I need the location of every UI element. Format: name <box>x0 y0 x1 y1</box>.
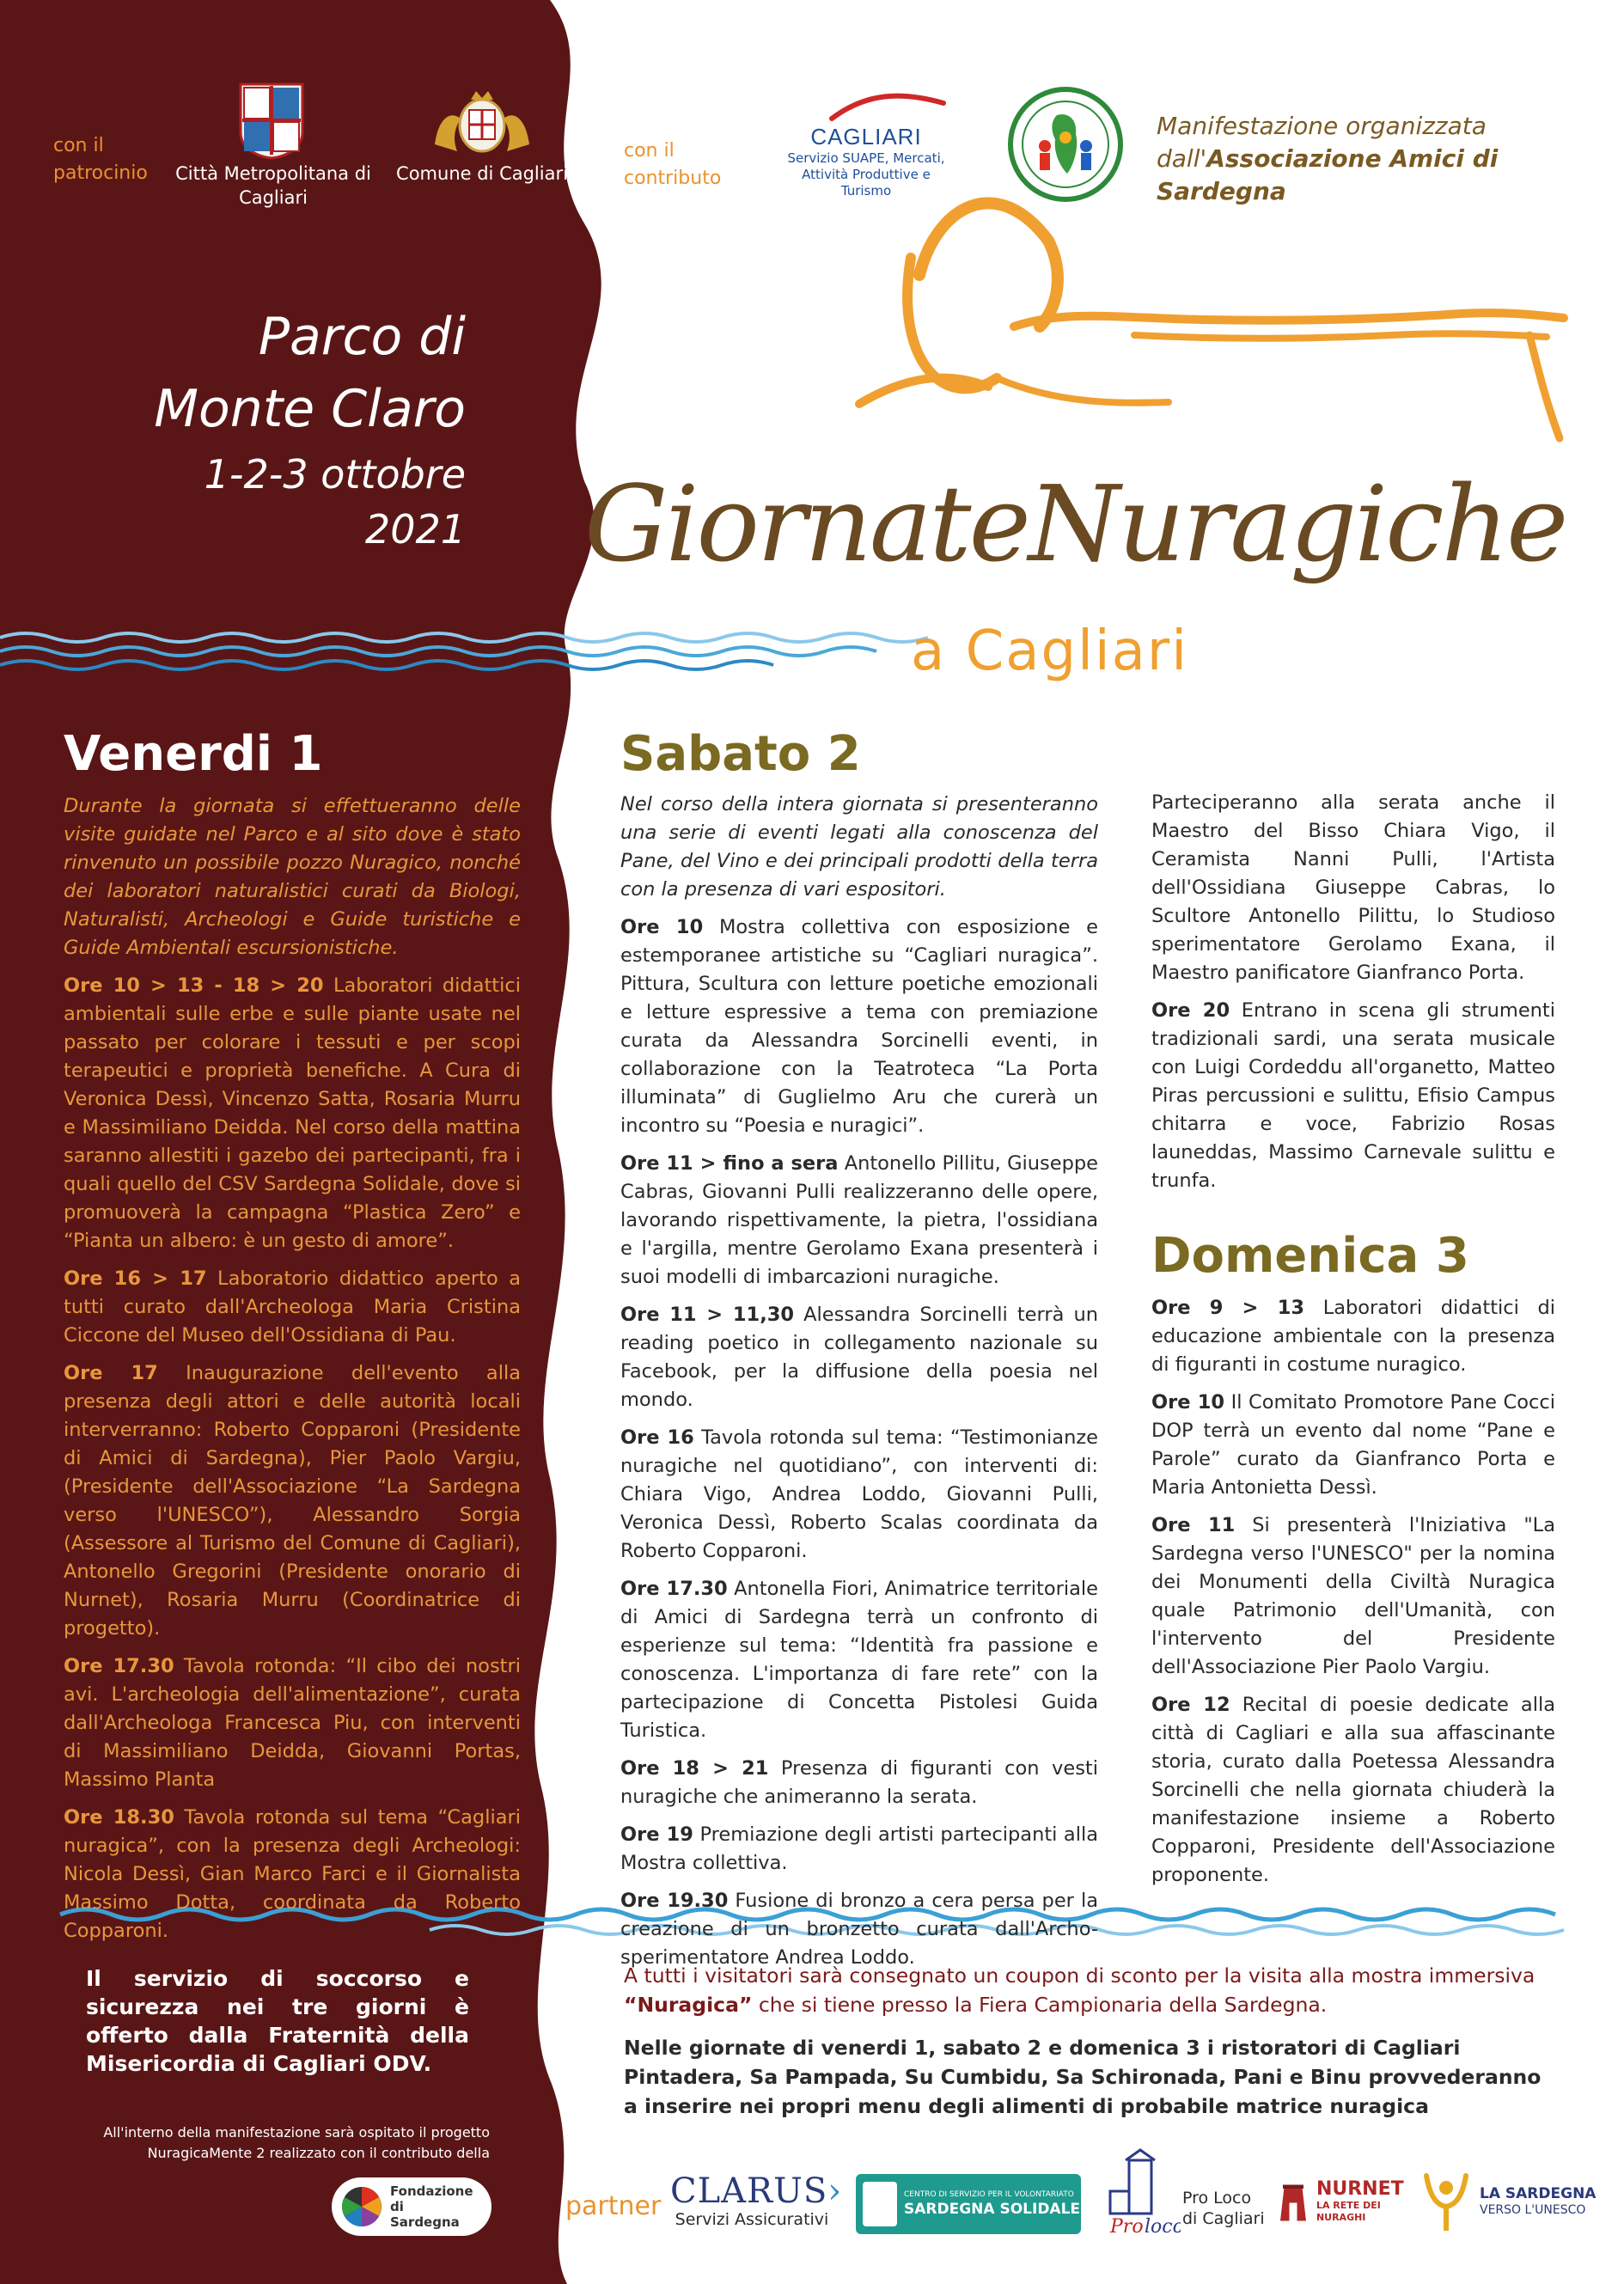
cagliari-swoosh-icon <box>780 93 952 124</box>
event-text: Presenza di figuranti con vesti nuragiche che animeranno la serata. <box>620 1757 1098 1808</box>
saturday-event <box>620 913 1098 1140</box>
clarus-name: CLARUS <box>670 2171 828 2211</box>
organizer-prefix: dall' <box>1157 144 1207 173</box>
event-text: Tavola rotonda: “Il cibo dei nostri avi. L'archeologia dell'alimentazione”, curata dall'Archeologa Francesca Piu, con interventi di Massimiliano Deidda, Giovanni Portas, Massimo Planta <box>64 1655 521 1791</box>
event-time: Ore 16 <box>620 1426 694 1449</box>
restaurants-notice: Nelle giornate di venerdi 1, sabato 2 e domenica 3 i ristoratori di Cagliari Pintadera, Sa Pampada, Su Cumbidu, Sa Schironada, Pani e Binu provvederanno a inserire nei propri menu degli alimenti di probabile matrice nuragica <box>624 2036 1542 2118</box>
csv-island-icon <box>863 2182 897 2226</box>
nurnet-logo <box>1275 2167 1404 2236</box>
saturday-event <box>620 1301 1098 1414</box>
event-text: Premiazione degli artisti partecipanti alla Mostra collettiva. <box>620 1823 1098 1874</box>
saturday-intro: Nel corso della intera giornata si presenteranno una serie di eventi legati alla conoscenza del Pane, del Vino e dei principali prodotti della terra con la presenza di vari espositori. <box>620 793 1098 901</box>
svg-text:loco: loco <box>1145 2216 1181 2238</box>
event-text: Antonella Fiori, Animatrice territoriale di Amici di Sardegna terrà un confronto di esperienze sul tema: “Identità fra passione e conoscenza. L'importanza di fare rete” con la partecipazione di Concetta Pistolesi Guida Turistica. <box>620 1578 1098 1742</box>
coupon-notice <box>624 1961 1560 2019</box>
project-line1: All'interno della manifestazione sarà ospitato il progetto <box>103 2124 490 2140</box>
event-text: Antonello Pillitu, Giuseppe Cabras, Giovanni Pulli realizzeranno delle opere, lavorando rispettivamente, la pietra, l'ossidiana e l'argilla, mentre Gerolamo Exana presenterà i suoi modelli di imbarcazioni nuragiche. <box>620 1152 1098 1288</box>
unesco-line2: VERSO L'UNESCO <box>1480 2203 1586 2217</box>
cagliari-sub: Servizio SUAPE, Mercati, Attività Produttive e Turismo <box>787 150 945 198</box>
event-time: Ore 18.30 <box>64 1806 174 1829</box>
fondazione-wheel-icon <box>340 2185 383 2228</box>
csv-line2: SARDEGNA SOLIDALE <box>904 2201 1081 2218</box>
friday-event <box>64 972 521 1255</box>
event-time: Ore 17.30 <box>620 1578 728 1600</box>
clarus-arrow-icon: › <box>827 2171 843 2211</box>
nurnet-line1: NURNET <box>1316 2178 1404 2200</box>
event-time: Ore 16 > 17 <box>64 1267 207 1290</box>
event-time: Ore 10 > 13 - 18 > 20 <box>64 974 324 997</box>
fondazione-logo <box>332 2177 491 2236</box>
event-time: Ore 20 <box>1151 999 1230 1022</box>
organizer-block <box>1157 110 1603 208</box>
event-time: Ore 17 <box>64 1362 158 1384</box>
event-text: Laboratori didattici di educazione ambientale con la presenza di figuranti in costume nuragico. <box>1151 1297 1555 1376</box>
proloco-emblem-icon <box>1103 2148 1181 2243</box>
clarus-logo <box>670 2171 843 2241</box>
nuraghe-sketch <box>859 203 1564 438</box>
event-dates: 1-2-3 ottobre <box>204 451 466 498</box>
place-line1: Parco di <box>258 307 466 367</box>
event-text: Tavola rotonda sul tema “Cagliari nuragica”, con la presenza degli Archeologi: Nicola Dessì, Gian Marco Farci e il Giornalista Massimo Dotta, coordinata da Roberto Copparoni. <box>64 1806 521 1942</box>
comune-coat-of-arms-icon <box>426 84 538 155</box>
csv-sardegna-solidale-logo <box>856 2174 1081 2234</box>
organizer-line1: Manifestazione organizzata <box>1157 112 1487 140</box>
cagliari-brand: CAGLIARI <box>810 124 922 150</box>
sunday-column <box>1151 1294 1555 1899</box>
comune-caption: Comune di Cagliari <box>396 163 568 184</box>
event-time: Ore 10 <box>1151 1391 1225 1414</box>
saturday-event <box>620 1424 1098 1566</box>
saturday-event <box>620 1821 1098 1878</box>
unesco-line1: LA SARDEGNA <box>1480 2185 1597 2202</box>
nurnet-nuraghe-icon <box>1275 2174 1311 2229</box>
event-text: Si presenterà l'Iniziativa "La Sardegna verso l'UNESCO" per la nomina dei Monumenti della Civiltà Nuragica quale Patrimonio dell'Umanità, con l'intervento del Presidente dell'Associazione Pier Paolo Vargiu. <box>1151 1514 1555 1678</box>
main-title: GiornateNuragiche <box>584 463 1566 585</box>
event-text: Laboratori didattici ambientali sulle erbe e sulle piante usate nel passato per colorare i tessuti e per scopi terapeutici e proprietà benefiche. A Cura di Veronica Dessì, Vincenzo Satta, Rosaria Murru e Massimiliano Deidda. Nel corso della mattina saranno allestiti i gazebo dei partecipanti, fra i quali quello del CSV Sardegna Solidale, dove si promuoverà la campagna “Plastica Zero” e “Pianta un albero: è un gesto di amore”. <box>64 974 521 1252</box>
saturday-continued-text: Parteciperanno alla serata anche il Maestro del Bisso Chiara Vigo, il Ceramista Nanni Pulli, l'Artista dell'Ossidiana Giuseppe Cabras, lo Scultore Antonello Pilittu, lo Studioso sperimentatore Gerolamo Exana, il Maestro panificatore Gianfranco Porta. <box>1151 791 1555 984</box>
proloco-name: Pro Loco di Cagliari <box>1182 2189 1265 2228</box>
saturday-event <box>620 1755 1098 1811</box>
sunday-title: Domenica 3 <box>1151 1228 1469 1284</box>
patronage-label: con il patrocinio <box>53 135 148 184</box>
friday-title: Venerdi 1 <box>64 726 323 782</box>
event-text: Inaugurazione dell'evento alla presenza degli attori e delle autorità locali interverranno: Roberto Copparoni (Presidente di Amici di Sardegna), Pier Paolo Vargiu, (Presidente dell'Associazione “La Sardegna verso l'UNESCO”), Alessandro Sorgia (Assessore al Turismo del Comune di Cagliari), Antonello Gregorini (Presidente onorario di Nurnet), Rosaria Murru (Coordinatrice di progetto). <box>64 1362 521 1640</box>
event-text: Tavola rotonda sul tema: “Testimonianze nuragiche nel quotidiano”, con interventi di: Chiara Vigo, Andrea Loddo, Giovanni Pulli, Veronica Dessì, Roberto Scalas coordinata da Roberto Copparoni. <box>620 1426 1098 1562</box>
event-time: Ore 11 <box>1151 1514 1236 1536</box>
sunday-event <box>1151 1511 1555 1682</box>
subtitle: a Cagliari <box>911 620 1188 683</box>
friday-event <box>64 1359 521 1643</box>
event-text: Il Comitato Promotore Pane Cocci DOP terrà un evento dal nome “Pane e Parole” curato da Gianfranco Porta e Maria Antonietta Dessì. <box>1151 1391 1555 1499</box>
coupon-text-b: che si tiene presso la Fiera Campionaria della Sardegna. <box>752 1993 1328 2017</box>
saturday-event <box>1151 997 1555 1195</box>
event-time: Ore 19.30 <box>620 1890 729 1912</box>
sunday-event <box>1151 1691 1555 1890</box>
partner-label: partner <box>565 2191 662 2221</box>
nurnet-line2: LA RETE DEI NURAGHI <box>1316 2200 1381 2223</box>
saturday-continued-column <box>1151 789 1555 1205</box>
organizer-name: Associazione Amici di Sardegna <box>1157 144 1499 205</box>
friday-event <box>64 1804 521 1945</box>
event-time: Ore 9 > 13 <box>1151 1297 1305 1319</box>
cagliari-suape-logo <box>780 93 952 198</box>
friday-event <box>64 1652 521 1794</box>
clarus-sub: Servizi Assicurativi <box>675 2210 829 2229</box>
coupon-text-a: A tutti i visitatori sarà consegnato un coupon di sconto per la visita alla mostra immersiva <box>624 1963 1535 1988</box>
friday-event <box>64 1265 521 1350</box>
sunday-event <box>1151 1294 1555 1379</box>
fondazione-name: Fondazione di Sardegna <box>390 2183 473 2230</box>
saturday-event <box>620 1150 1098 1292</box>
project-line2: NuragicaMente 2 realizzato con il contributo della <box>147 2145 490 2161</box>
event-text: Mostra collettiva con esposizione e estemporanee artistiche su “Cagliari nuragica”. Pittura, Scultura con letture poetiche emozionali e letture espressive a tema con premiazione curata da Alessandra Sorcinelli eventi, in collaborazione con la Teatroteca “La Porta illuminata” di Guglielmo Aru che curerà un incontro su “Poesia e nuragici”. <box>620 916 1099 1137</box>
coupon-highlight: “Nuragica” <box>624 1993 753 2017</box>
sunday-event <box>1151 1389 1555 1502</box>
event-time: Ore 12 <box>1151 1694 1230 1716</box>
saturday-title: Sabato 2 <box>620 726 861 782</box>
safety-notice: Il servizio di soccorso e sicurezza nei tre giorni è offerto dalla Fraternità della Misericordia di Cagliari ODV. <box>86 1966 469 2076</box>
event-time: Ore 10 <box>620 916 704 938</box>
event-time: Ore 11 > fino a sera <box>620 1152 839 1175</box>
event-time: Ore 18 > 21 <box>620 1757 769 1780</box>
friday-intro: Durante la giornata si effettueranno delle visite guidate nel Parco e al sito dove è stato rinvenuto un possibile pozzo Nuragico, nonché dei laboratori naturalistici curati da Biologi, Naturalisti, Archeologi e Guide turistiche e Guide Ambientali escursionistiche. <box>64 795 521 959</box>
city-metro-caption: Città Metropolitana di Cagliari <box>175 163 371 208</box>
event-text: Entrano in scena gli strumenti tradizionali sardi, una serata musicale con Luigi Cordeddu all'organetto, Matteo Piras percussioni e sulittu, Efisio Campus chitarra e voce, Fabrizio Rosas launeddas, Massimo Carnevale sulittu e trunfa. <box>1151 999 1555 1192</box>
friday-column <box>64 792 521 1955</box>
event-time: Ore 17.30 <box>64 1655 174 1677</box>
event-text: Laboratorio didattico aperto a tutti curato dall'Archeologa Maria Cristina Ciccone del Museo dell'Ossidiana di Pau. <box>64 1267 522 1347</box>
event-text: Recital di poesie dedicate alla città di Cagliari e alla sua affascinante storia, curato dalla Poetessa Alessandra Sorcinelli che nella giornata chiuderà la manifestazione insieme a Roberto Copparoni, Presidente dell'Associazione proponente. <box>1151 1694 1556 1886</box>
city-metro-coat-of-arms-icon <box>237 81 306 160</box>
contribution-label: con il contributo <box>624 140 722 189</box>
unesco-bronze-figure-icon <box>1418 2171 1474 2232</box>
event-year: 2021 <box>364 506 466 553</box>
csv-line1: CENTRO DI SERVIZIO PER IL VOLONTARIATO <box>904 2190 1074 2199</box>
project-note <box>52 2122 490 2164</box>
event-time: Ore 11 > 11,30 <box>620 1304 795 1326</box>
amici-di-sardegna-logo-icon <box>1007 86 1124 203</box>
saturday-event <box>620 1575 1098 1745</box>
event-text: Fusione di bronzo a cera persa per la creazione di un bronzetto curata dall'Archo-sperimentatore Andrea Loddo. <box>620 1890 1098 1969</box>
place-line2: Monte Claro <box>154 379 466 439</box>
svg-text:Pro: Pro <box>1110 2216 1144 2238</box>
event-time: Ore 19 <box>620 1823 693 1846</box>
event-text: Alessandra Sorcinelli terrà un reading poetico in collegamento nazionale su Facebook, per la diffusione della poesia nel mondo. <box>620 1304 1098 1411</box>
saturday-event <box>620 1887 1098 1972</box>
saturday-column <box>620 791 1098 1982</box>
sardegna-unesco-logo <box>1418 2167 1598 2236</box>
